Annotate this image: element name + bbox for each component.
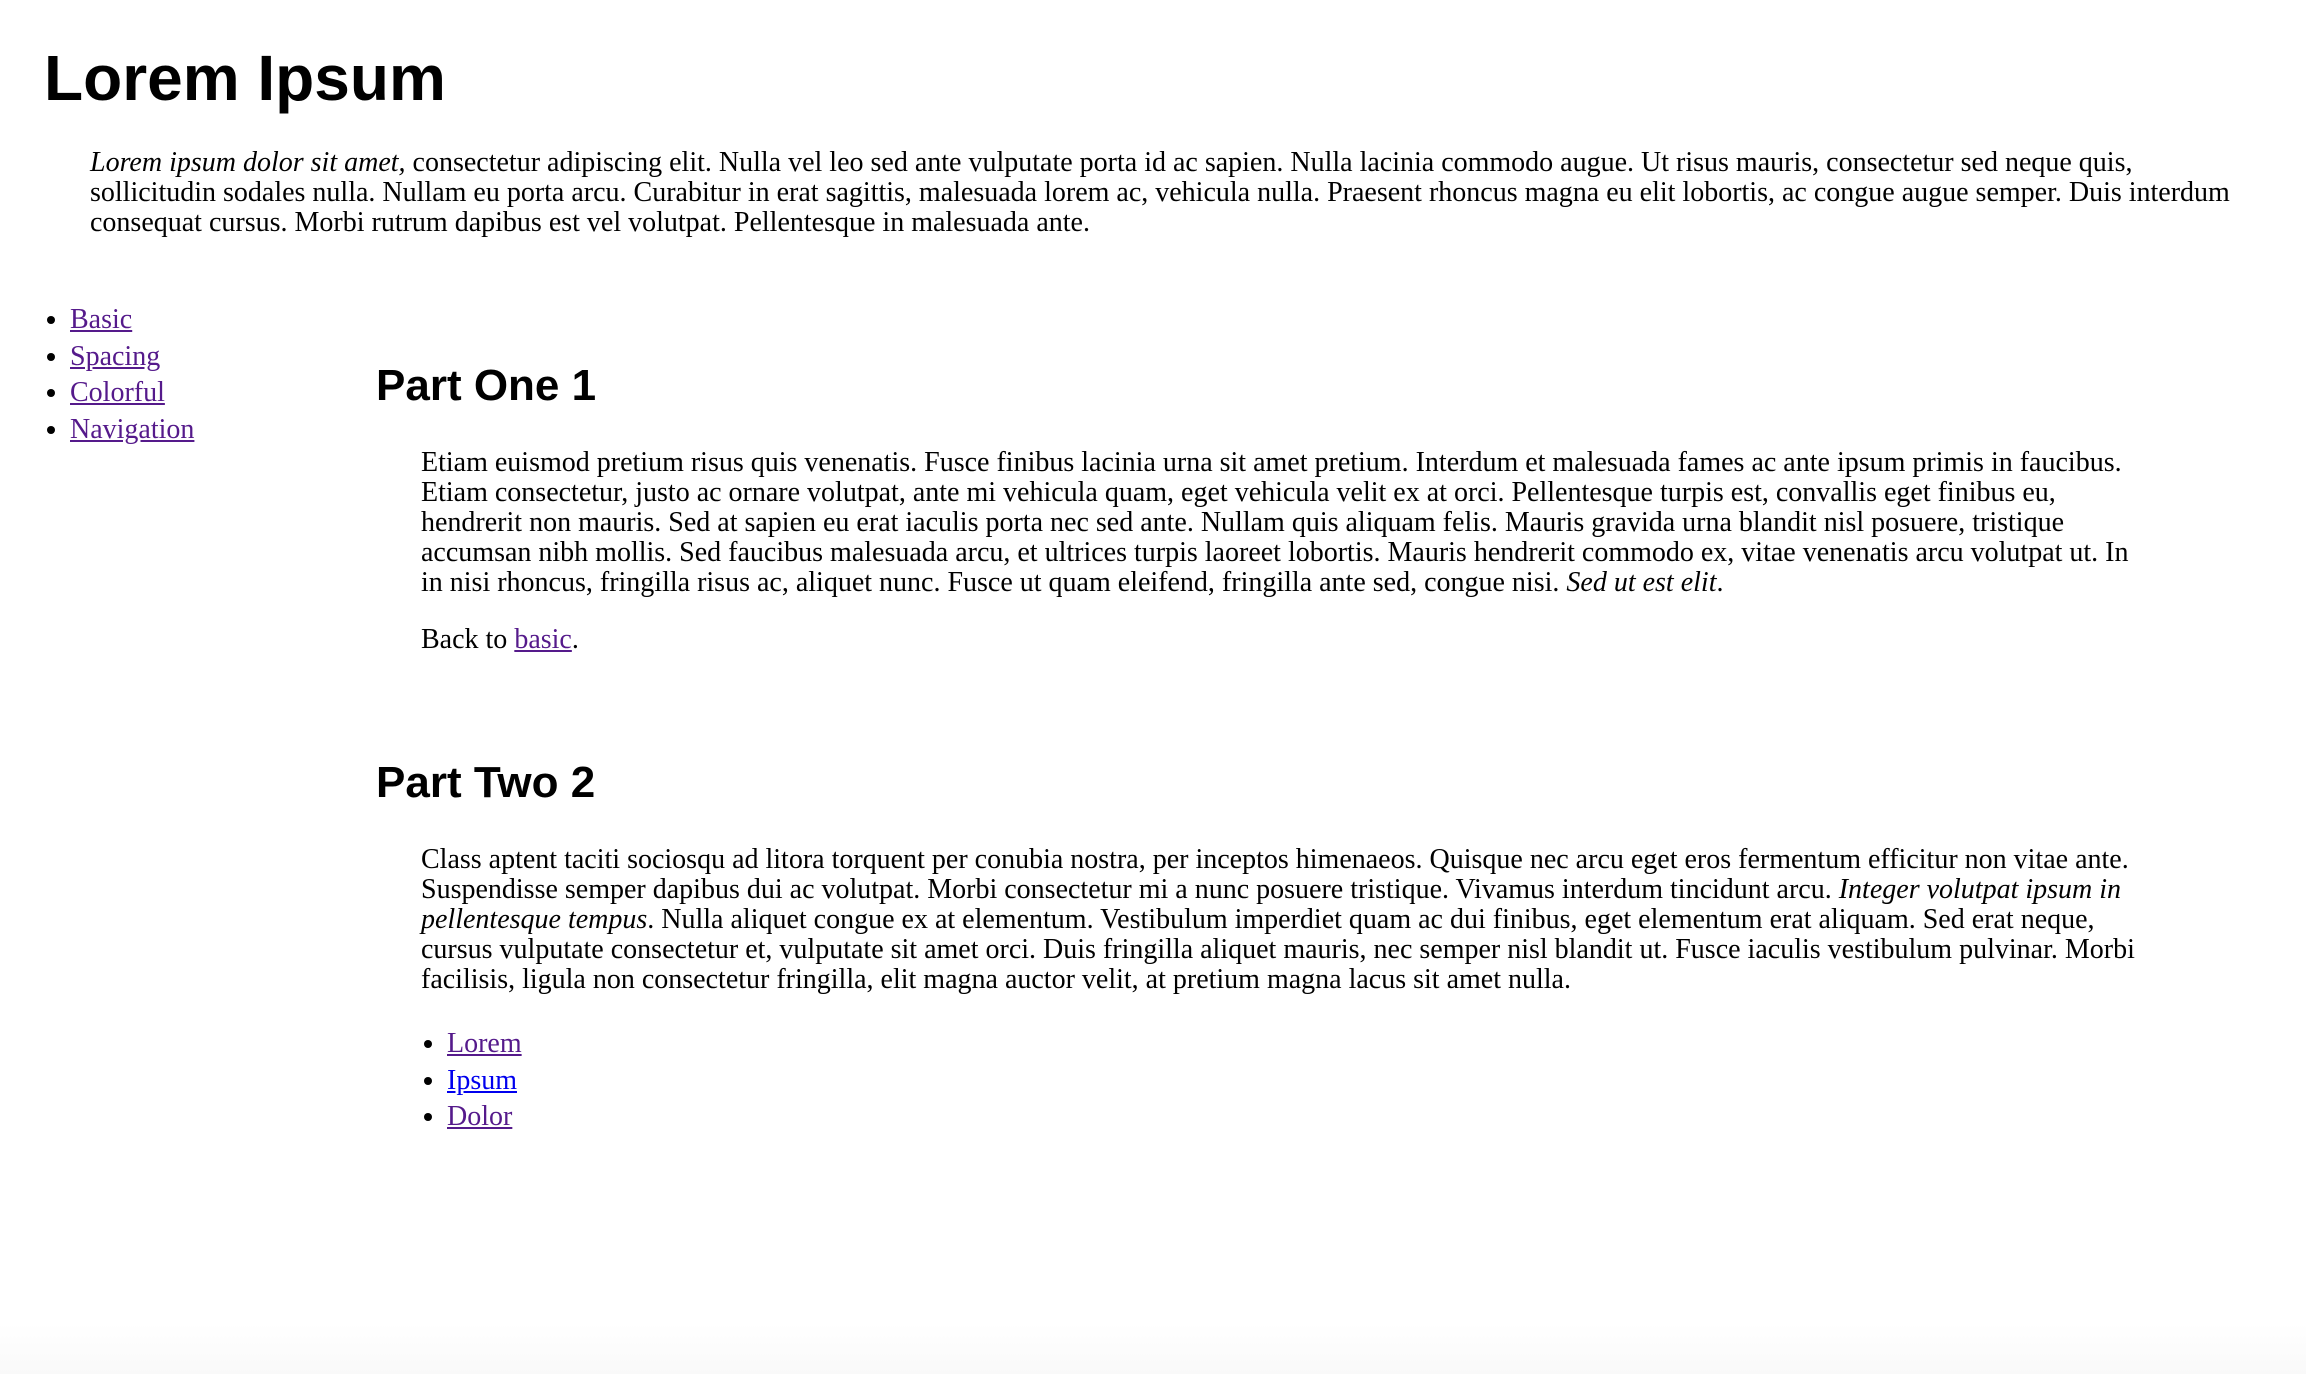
page-title: Lorem Ipsum: [44, 42, 446, 114]
list-item-ipsum: [447, 1063, 522, 1100]
sidebar-item-navigation: [70, 412, 194, 449]
sidebar-item-colorful: [70, 375, 194, 412]
section-emphasis: Sed ut est elit: [1566, 567, 1717, 598]
section-text-end: . Nulla aliquet congue ex at elementum. Vestibulum imperdiet quam ac dui finibus, eget elementum erat aliquam. Sed erat neque, cursus vulputate consectetur et, vulputate sit amet orci. Duis fringilla aliquet mauris, nec semper nisl blandit ut. Fusce iaculis vestibulum pulvinar. Morbi facilisis, ligula non consectetur fringilla, elit magna auctor velit, at pretium magna lacus sit amet nulla.: [421, 904, 2135, 995]
link-ipsum[interactable]: Ipsum: [447, 1064, 517, 1096]
sidebar-link-spacing[interactable]: Spacing: [70, 340, 161, 372]
section-text: Class aptent taciti sociosqu ad litora torquent per conubia nostra, per inceptos himenaeos. Quisque nec arcu eget eros fermentum efficitur non vitae ante. Suspendisse semper dapibus dui ac volutpat. Morbi consectetur mi a nunc posuere tristique. Vivamus interdum tincidunt arcu.: [421, 844, 2129, 905]
back-to-prefix: Back to: [421, 624, 515, 655]
intro-lead: Lorem ipsum dolor sit amet,: [90, 147, 406, 178]
sidebar-item-spacing: [70, 339, 194, 376]
link-lorem[interactable]: Lorem: [447, 1028, 522, 1059]
sidebar-nav: [0, 302, 194, 448]
link-dolor[interactable]: Dolor: [447, 1101, 513, 1132]
section-body-part-one: [421, 448, 2141, 598]
back-to-paragraph: [421, 625, 2141, 655]
sidebar-item-basic: [70, 302, 194, 339]
section-heading-part-two: Part Two 2: [376, 758, 596, 807]
section-emphasis: Integer volutpat ipsum in pellentesque tempus: [421, 874, 2122, 935]
section-body-part-two: [421, 845, 2141, 995]
section-heading-part-one: Part One 1: [376, 361, 597, 410]
section-text: Etiam euismod pretium risus quis venenatis. Fusce finibus lacinia urna sit amet pretium. Interdum et malesuada fames ac ante ipsum primis in faucibus. Etiam consectetur, justo ac ornare volutpat, ante mi vehicula quam, eget vehicula velit ex at orci. Pellentesque turpis est, convallis eget finibus eu, hendrerit non mauris. Sed at sapien eu erat iaculis porta nec sed ante. Nullam quis aliquam felis. Mauris gravida urna blandit nisl posuere, tristique accumsan nibh mollis. Sed faucibus malesuada arcu, et ultrices turpis laoreet lobortis. Mauris hendrerit commodo ex, vitae venenatis arcu volutpat ut. In in nisi rhoncus, fringilla risus ac, aliquet nunc. Fusce ut quam eleifend, fringilla ante sed, congue nisi.: [421, 447, 2129, 598]
bottom-fade: [0, 1324, 2306, 1374]
intro-paragraph: [90, 148, 2240, 238]
back-to-suffix: .: [571, 624, 579, 655]
sidebar-link-basic[interactable]: Basic: [70, 304, 133, 335]
section-link-list: [421, 1026, 522, 1136]
list-item-lorem: [447, 1026, 522, 1063]
section-text-end: .: [1716, 567, 1724, 598]
sidebar-link-navigation[interactable]: Navigation: [70, 413, 195, 445]
intro-text: consectetur adipiscing elit. Nulla vel leo sed ante vulputate porta id ac sapien. Nulla lacinia commodo augue. Ut risus mauris, consectetur sed neque quis, sollicitudin sodales nulla. Nullam eu porta arcu. Curabitur in erat sagittis, malesuada lorem ac, vehicula nulla. Praesent rhoncus magna eu elit lobortis, ac congue augue semper. Duis interdum consequat cursus. Morbi rutrum dapibus est vel volutpat. Pellentesque in malesuada ante.: [90, 147, 2230, 238]
list-item-dolor: [447, 1099, 522, 1136]
sidebar-link-colorful[interactable]: Colorful: [70, 377, 165, 408]
back-to-basic-link[interactable]: basic: [514, 624, 572, 655]
